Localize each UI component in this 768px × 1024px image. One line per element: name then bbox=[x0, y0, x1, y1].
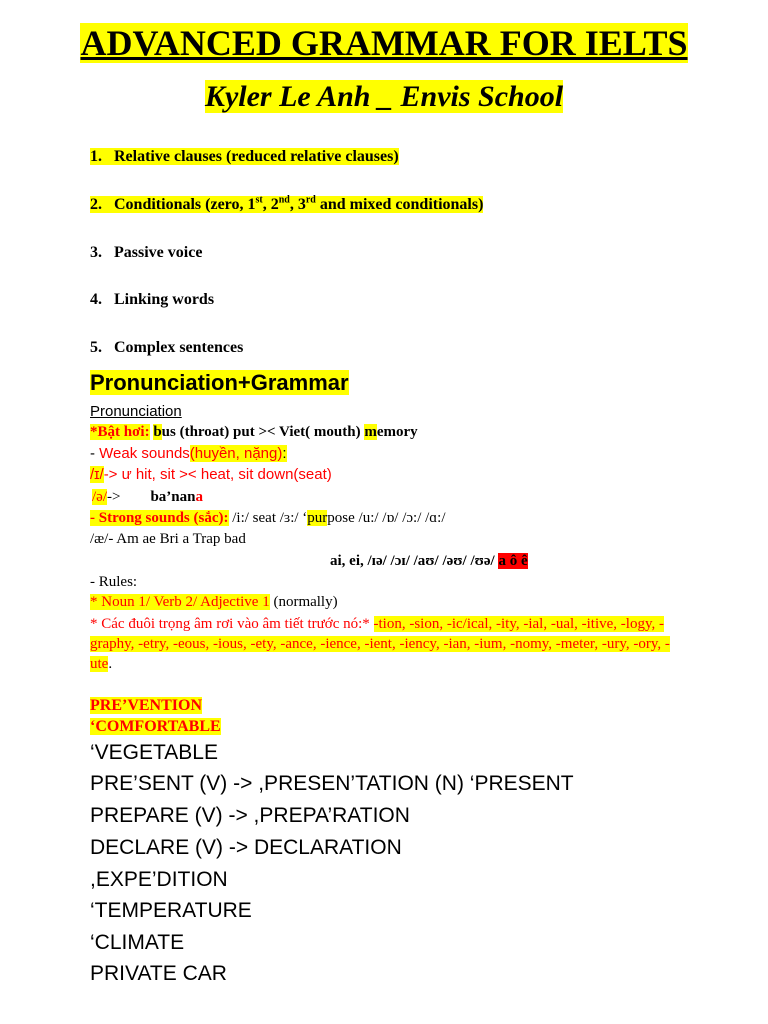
diphthongs-line: ai, ei, /ɪə/ /ɔɪ/ /aʊ/ /əʊ/ /ʊə/ a ô ê bbox=[330, 553, 528, 569]
example-word: PREPARE (V) -> ,PREPA’RATION bbox=[90, 804, 410, 827]
example-word: PRE’SENT (V) -> ,PRESEN’TATION (N) ‘PRESENT bbox=[90, 772, 574, 795]
example-word: ‘TEMPERATURE bbox=[90, 899, 252, 922]
strong-sounds-line: - Strong sounds (sắc): /i:/ seat /ɜ:/ ‘purpose /u:/ /ɒ/ /ɔ:/ /ɑ:/ bbox=[90, 510, 446, 526]
example-comfortable: ‘COMFORTABLE bbox=[90, 718, 221, 735]
rules-label: - Rules: bbox=[90, 574, 138, 590]
rule-suffixes: * Các đuôi trọng âm rơi vào âm tiết trước nó:* -tion, -sion, -ic/ical, -ity, -ial, -ual, -itive, -logy, -graphy, -etry, -eous, -ious, -ety, -ance, -ience, -ient, -iency, -ian, -ium, -nomy, -meter, -ury, -ory, -ute. bbox=[90, 616, 670, 672]
topic-item-5: 5. Complex sentences bbox=[90, 339, 244, 356]
example-word: ‘CLIMATE bbox=[90, 931, 185, 954]
topic-item-4: 4. Linking words bbox=[90, 291, 215, 308]
example-word: ,EXPE’DITION bbox=[90, 868, 228, 891]
example-word: ‘VEGETABLE bbox=[90, 741, 218, 764]
pronunciation-label: Pronunciation bbox=[90, 403, 182, 420]
example-word: PRIVATE CAR bbox=[90, 962, 227, 985]
weak-sounds-line: - Weak sounds(huyền, nặng): bbox=[90, 445, 287, 462]
topic-item-2: 2. Conditionals (zero, 1st, 2nd, 3rd and mixed conditionals) bbox=[90, 194, 484, 213]
example-word: DECLARE (V) -> DECLARATION bbox=[90, 836, 402, 859]
ae-line: /æ/- Am ae Bri a Trap bad bbox=[90, 531, 246, 547]
document-subtitle: Kyler Le Anh _ Envis School bbox=[204, 80, 564, 113]
document-title: ADVANCED GRAMMAR FOR IELTS bbox=[80, 23, 688, 63]
topic-item-1: 1. Relative clauses (reduced relative clauses) bbox=[90, 148, 399, 165]
rule-stress-pattern: * Noun 1/ Verb 2/ Adjective 1 (normally) bbox=[90, 594, 338, 610]
topic-item-3: 3. Passive voice bbox=[90, 244, 203, 261]
ipa-short-i-line: /ɪ/-> ư hit, sit >< heat, sit down(seat) bbox=[90, 466, 332, 483]
ipa-schwa-line: /ə/-> ba’nana bbox=[92, 489, 203, 505]
aspiration-line: *Bật hơi: bus (throat) put >< Viet( mouth) memory bbox=[90, 424, 418, 440]
section-heading: Pronunciation+Grammar bbox=[90, 370, 349, 395]
example-prevention: PRE’VENTION bbox=[90, 697, 203, 714]
